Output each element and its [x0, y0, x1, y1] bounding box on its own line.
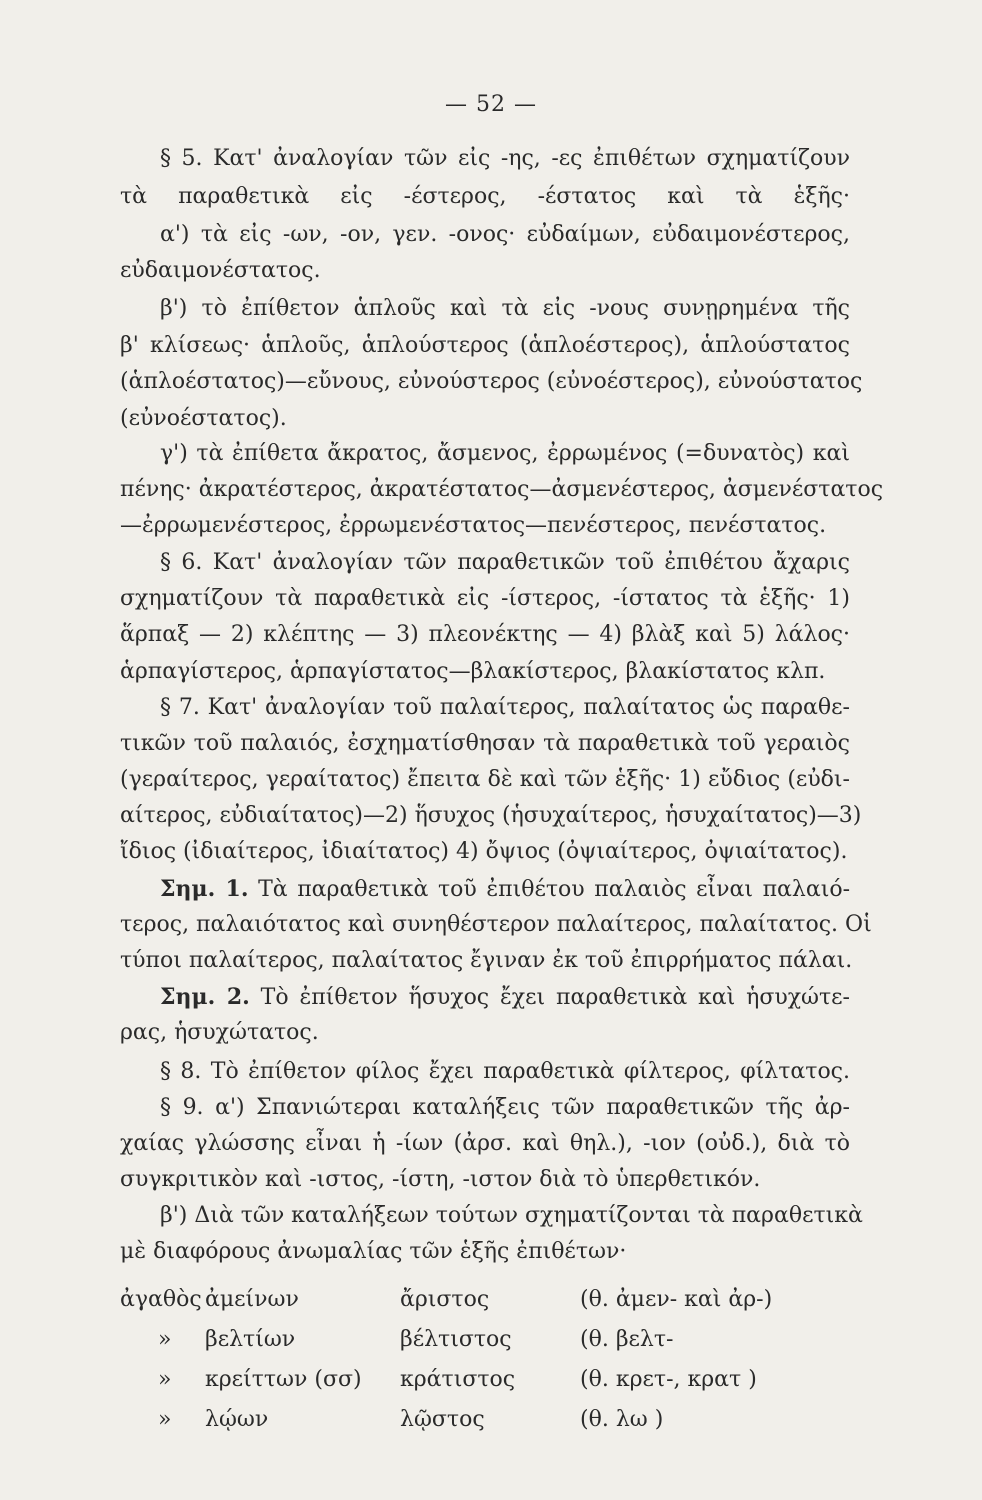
table-cell: (θ. βελτ-	[580, 1327, 674, 1352]
table-cell: (θ. λω )	[580, 1407, 664, 1432]
text-line: β') Διὰ τῶν καταλήξεων τούτων σχηματίζονται τὰ παραθετικὰ	[160, 1203, 863, 1228]
text-line: τὰ παραθετικὰ εἰς -έστερος, -έστατος καὶ τὰ ἑξῆς·	[120, 184, 850, 209]
text-line: εὐδαιμονέστατος.	[120, 258, 321, 283]
page-number: — 52 —	[445, 92, 537, 117]
text-line: ρας, ἡσυχώτατος.	[120, 1020, 319, 1045]
text-line: (ἁπλοέστατος)—εὔνους, εὐνούστερος (εὐνοέστερος), εὐνούστατος	[120, 369, 863, 394]
table-cell: »	[158, 1407, 172, 1432]
table-row	[120, 1326, 860, 1366]
text-line: ἴδιος (ἰδιαίτερος, ἰδιαίτατος) 4) ὄψιος (ὀψιαίτερος, ὀψιαίτατος).	[120, 839, 848, 864]
text-line: β' κλίσεως· ἁπλοῦς, ἁπλούστερος (ἁπλοέστερος), ἁπλούστατος	[120, 333, 850, 358]
text-line: § 6. Κατ' ἀναλογίαν τῶν παραθετικῶν τοῦ ἐπιθέτου ἄχαρις	[160, 550, 850, 575]
text-line: α') τὰ εἰς -ων, -ον, γεν. -ονος· εὐδαίμων, εὐδαιμονέστερος,	[160, 222, 850, 247]
text-line: τερος, παλαιότατος καὶ συνηθέστερον παλαίτερος, παλαίτατος. Οἱ	[120, 912, 872, 937]
table-cell: λῴων	[205, 1407, 269, 1432]
table-cell: λῷστος	[400, 1407, 485, 1432]
text-line: σχηματίζουν τὰ παραθετικὰ εἰς -ίστερος, -ίστατος τὰ ἑξῆς· 1)	[120, 586, 850, 611]
table-row	[120, 1406, 860, 1446]
text-line: § 5. Κατ' ἀναλογίαν τῶν εἰς -ης, -ες ἐπιθέτων σχηματίζουν	[160, 146, 850, 171]
text-line: χαίας γλώσσης εἶναι ἡ -ίων (ἀρσ. καὶ θηλ.), -ιον (οὐδ.), διὰ τὸ	[120, 1131, 850, 1156]
text-line: —ἐρρωμενέστερος, ἐρρωμενέστατος—πενέστερος, πενέστατος.	[120, 513, 827, 538]
text-line: πένης· ἀκρατέστερος, ἀκρατέστατος—ἀσμενέστερος, ἀσμενέστατος	[120, 477, 884, 502]
table-cell: (θ. κρετ-, κρατ )	[580, 1367, 757, 1392]
text-line: § 9. α') Σπανιώτεραι καταλήξεις τῶν παραθετικῶν τῆς ἀρ-	[160, 1095, 850, 1120]
text-line: Σημ. 1. Τὰ παραθετικὰ τοῦ ἐπιθέτου παλαιὸς εἶναι παλαιό-	[160, 876, 851, 902]
table-cell: βέλτιστος	[400, 1327, 512, 1352]
text-line: Σημ. 2. Τὸ ἐπίθετον ἥσυχος ἔχει παραθετικὰ καὶ ἡσυχώτε-	[160, 984, 850, 1010]
text-line: τύποι παλαίτερος, παλαίτατος ἔγιναν ἐκ τοῦ ἐπιρρήματος πάλαι.	[120, 948, 853, 973]
text-line: μὲ διαφόρους ἀνωμαλίας τῶν ἑξῆς ἐπιθέτων·	[120, 1239, 627, 1264]
table-cell: (θ. ἀμεν- καὶ ἀρ-)	[580, 1287, 773, 1312]
table-cell: »	[158, 1327, 172, 1352]
text-line: ἅρπαξ — 2) κλέπτης — 3) πλεονέκτης — 4) βλὰξ καὶ 5) λάλος·	[120, 622, 850, 647]
comparatives-table	[120, 1286, 860, 1446]
table-cell: ἄριστος	[400, 1287, 490, 1312]
text-line: γ') τὰ ἐπίθετα ἄκρατος, ἄσμενος, ἐρρωμένος (=δυνατὸς) καὶ	[160, 441, 850, 466]
table-cell: »	[158, 1367, 172, 1392]
table-cell: κράτιστος	[400, 1367, 516, 1392]
table-cell: ἀμείνων	[205, 1287, 299, 1312]
text-line: ἁρπαγίστερος, ἁρπαγίστατος—βλακίστερος, βλακίστατος κλπ.	[120, 659, 826, 684]
text-line: § 8. Τὸ ἐπίθετον φίλος ἔχει παραθετικὰ φίλτερος, φίλτατος.	[160, 1059, 850, 1084]
table-cell: ἀγαθὸς	[120, 1287, 202, 1312]
text-line: (γεραίτερος, γεραίτατος) ἔπειτα δὲ καὶ τῶν ἑξῆς· 1) εὔδιος (εὐδι-	[120, 767, 850, 792]
text-line: τικῶν τοῦ παλαιός, ἐσχηματίσθησαν τὰ παραθετικὰ τοῦ γεραιὸς	[120, 731, 850, 756]
text-line: § 7. Κατ' ἀναλογίαν τοῦ παλαίτερος, παλαίτατος ὡς παραθε-	[160, 695, 850, 720]
note-label: Σημ. 1.	[160, 876, 249, 902]
text-line: β') τὸ ἐπίθετον ἁπλοῦς καὶ τὰ εἰς -νους συνῃρημένα τῆς	[160, 296, 850, 321]
note-label: Σημ. 2.	[160, 984, 250, 1010]
table-row	[120, 1286, 860, 1326]
text-line: αίτερος, εὐδιαίτατος)—2) ἥσυχος (ἡσυχαίτερος, ἡσυχαίτατος)—3)	[120, 803, 862, 828]
table-cell: βελτίων	[205, 1327, 296, 1352]
table-cell: κρείττων (σσ)	[205, 1367, 362, 1392]
text-line: (εὐνοέστατος).	[120, 406, 287, 431]
table-row	[120, 1366, 860, 1406]
text-line: συγκριτικὸν καὶ -ιστος, -ίστη, -ιστον διὰ τὸ ὑπερθετικόν.	[120, 1167, 761, 1192]
